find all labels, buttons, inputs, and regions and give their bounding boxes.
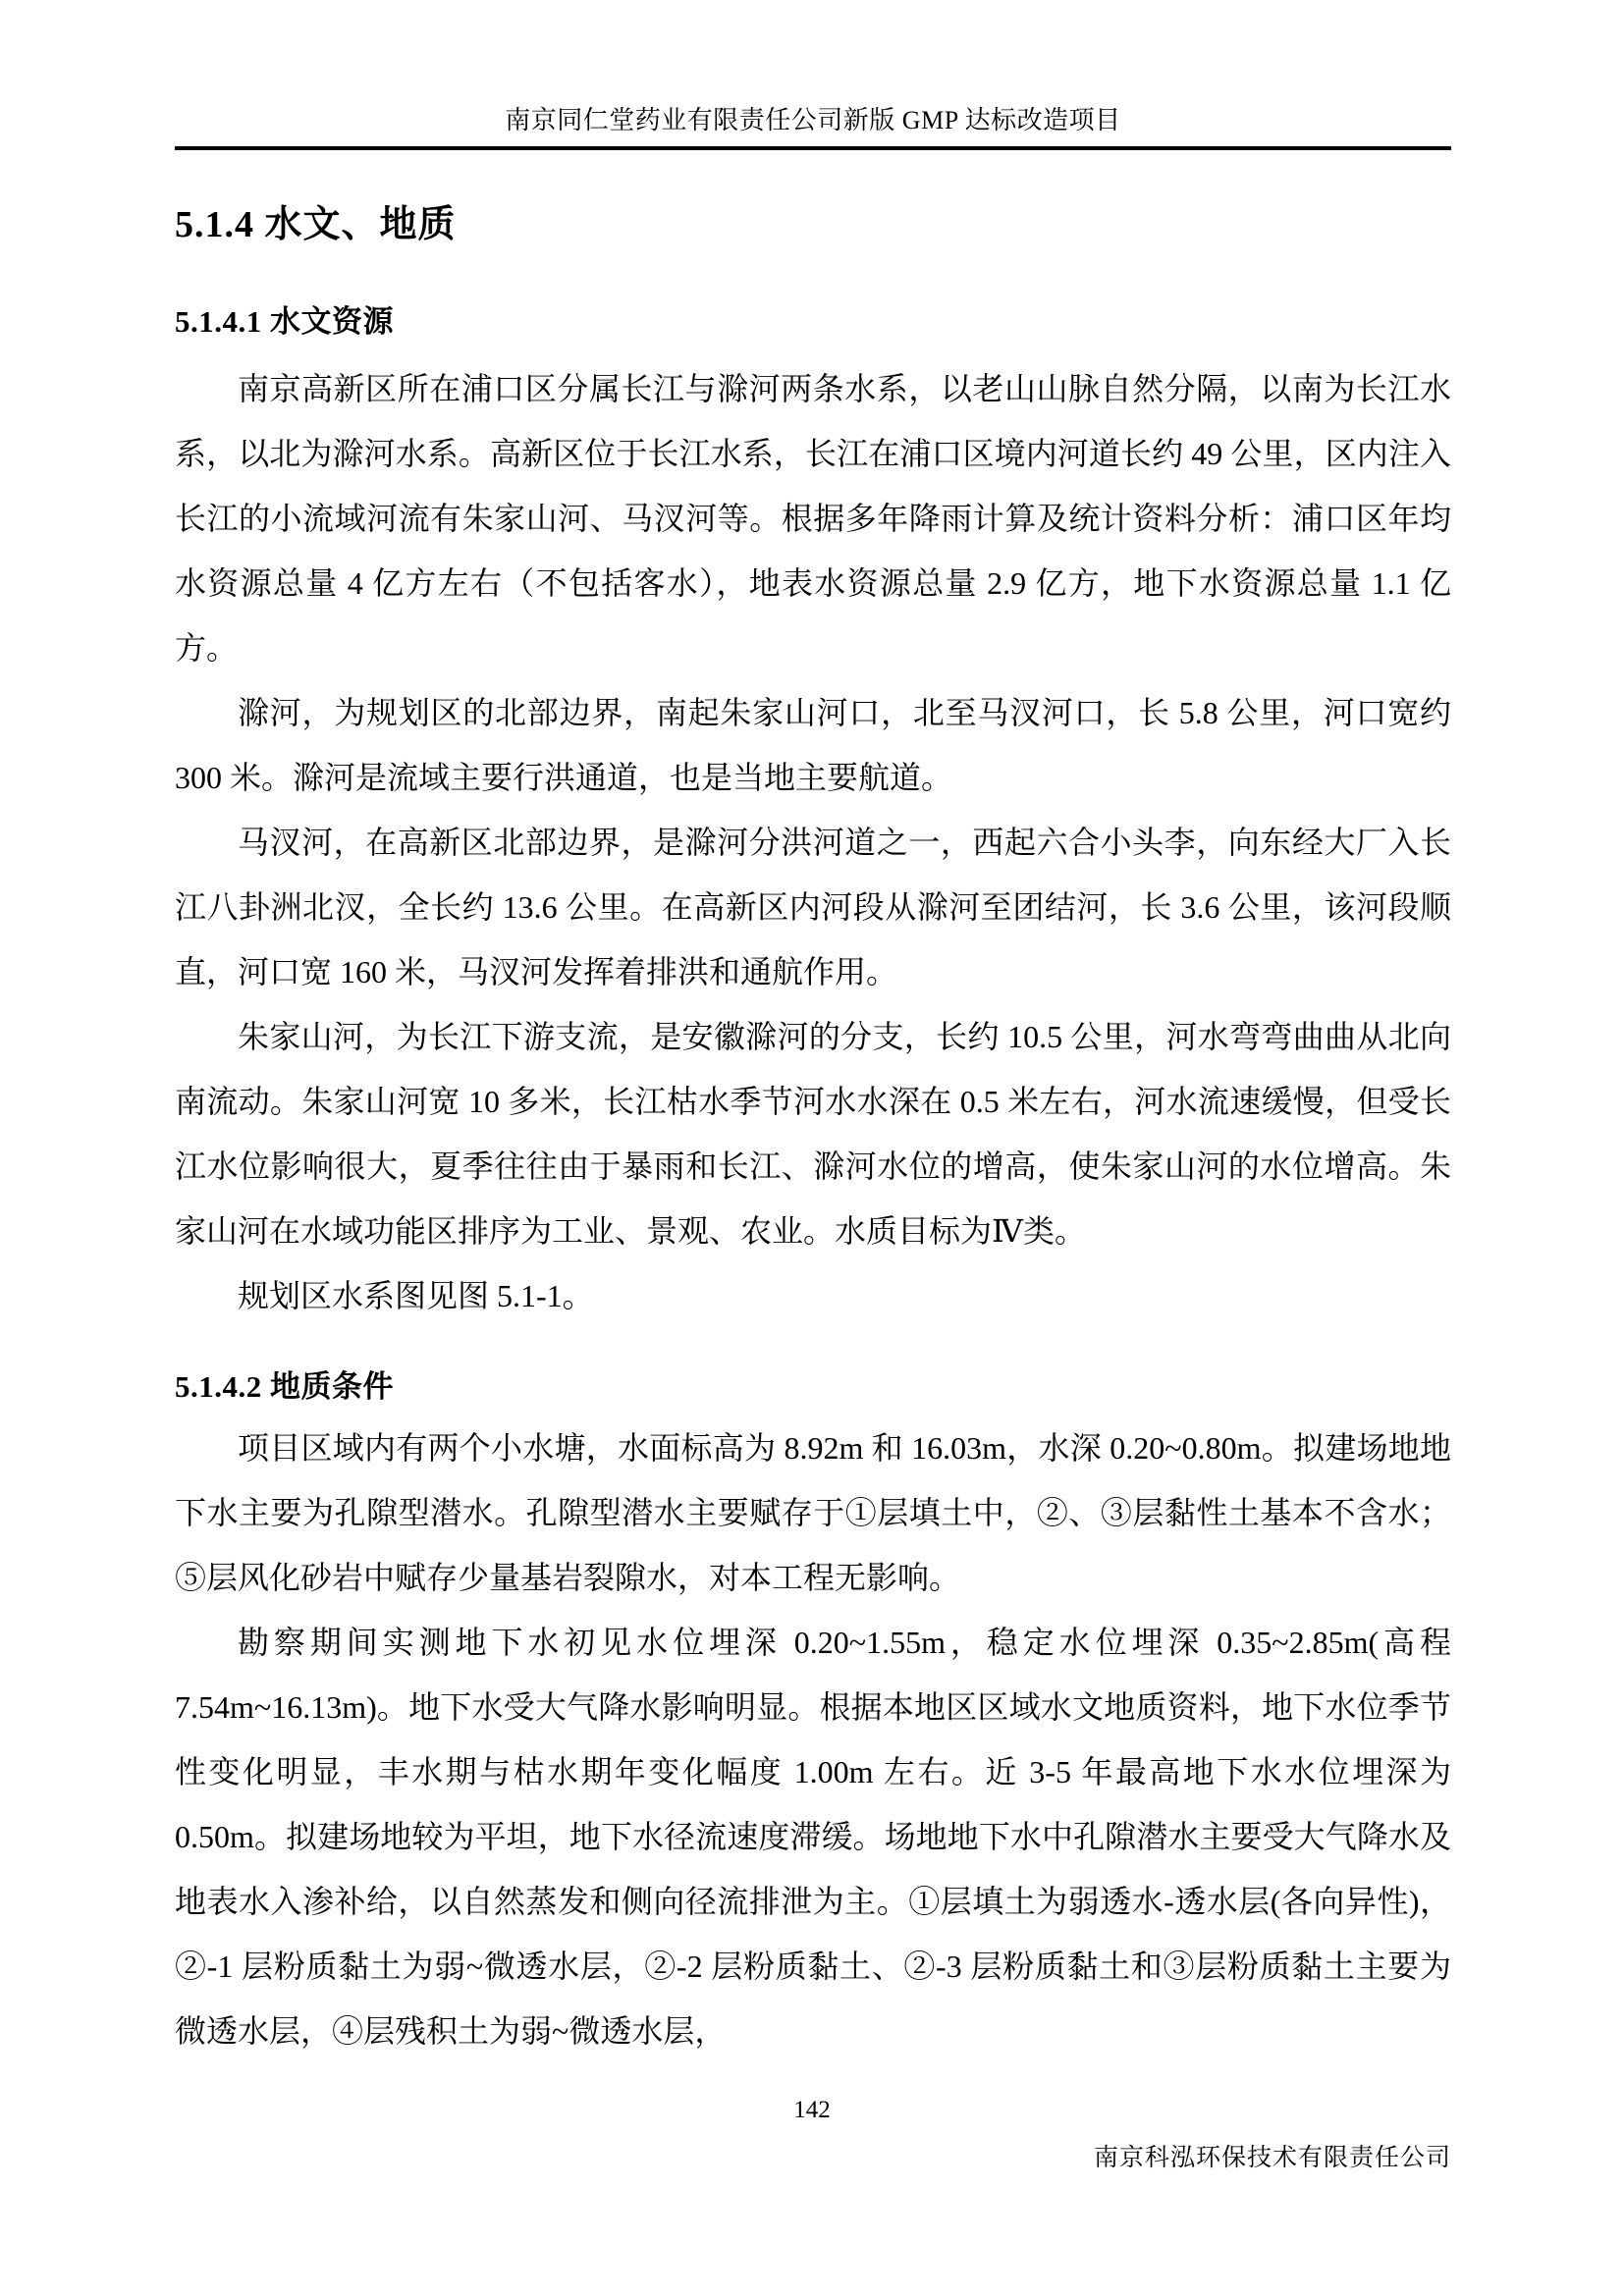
- paragraph: 南京高新区所在浦口区分属长江与滁河两条水系，以老山山脉自然分隔，以南为长江水系，以北为滁河水系。高新区位于长江水系，长江在浦口区境内河道长约 49 公里，区内注入长江的小流域河流有朱家山河、马汊河等。根据多年降雨计算及统计资料分析：浦口区年均水资源总量 4 亿方左右（不包括客水），地表水资源总量 2.9 亿方，地下水资源总量 1.1 亿方。: [175, 371, 1451, 666]
- section-heading: 5.1.4 水文、地质: [175, 204, 457, 245]
- header-rule: [175, 146, 1451, 150]
- hydrology-paragraphs: [175, 356, 1451, 1328]
- paragraph: 滁河，为规划区的北部边界，南起朱家山河口，北至马汊河口，长 5.8 公里，河口宽约 300 米。滁河是流域主要行洪通道，也是当地主要航道。: [175, 695, 1451, 795]
- subsection-heading-geology: 5.1.4.2 地质条件: [175, 1369, 394, 1404]
- page-number: 142: [793, 2097, 831, 2123]
- geology-paragraphs: [175, 1415, 1451, 2063]
- paragraph: 马汊河，在高新区北部边界，是滁河分洪河道之一，西起六合小头李，向东经大厂入长江八卦洲北汊，全长约 13.6 公里。在高新区内河段从滁河至团结河，长 3.6 公里，该河段顺直，河口宽 160 米，马汊河发挥着排洪和通航作用。: [175, 825, 1451, 989]
- subsection-heading-hydrology: 5.1.4.1 水文资源: [175, 304, 394, 339]
- footer-company: 南京科泓环保技术有限责任公司: [1093, 2145, 1451, 2171]
- paragraph: 朱家山河，为长江下游支流，是安徽滁河的分支，长约 10.5 公里，河水弯弯曲曲从北向南流动。朱家山河宽 10 多米，长江枯水季节河水水深在 0.5 米左右，河水流速缓慢，但受长江水位影响很大，夏季往往由于暴雨和长江、滁河水位的增高，使朱家山河的水位增高。朱家山河在水域功能区排序为工业、景观、农业。水质目标为Ⅳ类。: [175, 1019, 1451, 1249]
- paragraph: 项目区域内有两个小水塘，水面标高为 8.92m 和 16.03m，水深 0.20~0.80m。拟建场地地下水主要为孔隙型潜水。孔隙型潜水主要赋存于①层填土中，②、③层黏性土基本不含水；⑤层风化砂岩中赋存少量基岩裂隙水，对本工程无影响。: [175, 1430, 1451, 1595]
- paragraph: 勘察期间实测地下水初见水位埋深 0.20~1.55m，稳定水位埋深 0.35~2.85m(高程 7.54m~16.13m)。地下水受大气降水影响明显。根据本地区区域水文地质资料，地下水位季节性变化明显，丰水期与枯水期年变化幅度 1.00m 左右。近 3-5 年最高地下水水位埋深为 0.50m。拟建场地较为平坦，地下水径流速度滞缓。场地地下水中孔隙潜水主要受大气降水及地表水入渗补给，以自然蒸发和侧向径流排泄为主。①层填土为弱透水-透水层(各向异性)，②-1 层粉质黏土为弱~微透水层，②-2 层粉质黏土、②-3 层粉质黏土和③层粉质黏土主要为微透水层，④层残积土为弱~微透水层，: [175, 1625, 1451, 2049]
- running-header: 南京同仁堂药业有限责任公司新版 GMP 达标改造项目: [505, 106, 1121, 134]
- paragraph: 规划区水系图见图 5.1-1。: [238, 1278, 594, 1313]
